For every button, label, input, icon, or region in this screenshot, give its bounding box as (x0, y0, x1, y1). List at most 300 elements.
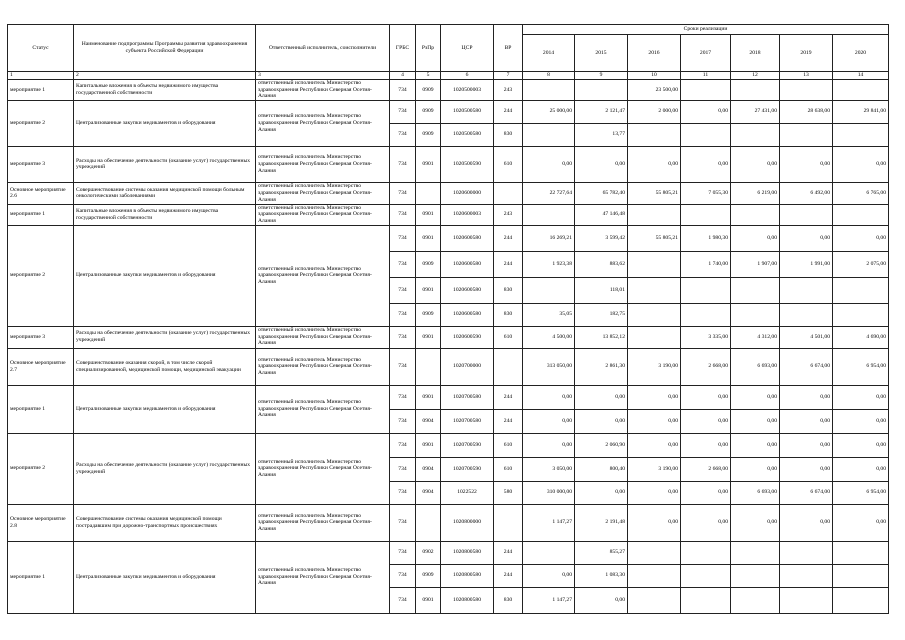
grbs-cell: 734 (390, 457, 416, 481)
amount-2020-cell: 0,00 (833, 409, 889, 433)
vr-cell: 580 (494, 481, 523, 504)
year-header-2014: 2014 (523, 35, 575, 72)
csr-cell: 1020600003 (441, 204, 494, 225)
rzpr-cell (416, 504, 441, 541)
amount-2020-cell: 0,00 (833, 457, 889, 481)
amount-2014-cell (523, 541, 575, 564)
column-index-cell: 8 (523, 72, 575, 80)
amount-2020-cell (833, 564, 889, 587)
amount-2017-cell: 0,00 (681, 481, 731, 504)
table-row (8, 204, 889, 225)
header-row (8, 25, 889, 35)
amount-2018-cell: 0,00 (731, 457, 780, 481)
grbs-cell: 734 (390, 504, 416, 541)
amount-2015-cell: 0,00 (575, 481, 628, 504)
vr-cell: 610 (494, 326, 523, 348)
year-header-2020: 2020 (833, 35, 889, 72)
rzpr-cell: 0904 (416, 481, 441, 504)
grbs-cell: 734 (390, 251, 416, 277)
amount-2017-cell (681, 123, 731, 146)
amount-2015-cell: 2 861,30 (575, 348, 628, 385)
amount-2014-cell: 1 147,27 (523, 504, 575, 541)
amount-2017-cell (681, 541, 731, 564)
amount-2020-cell: 0,00 (833, 433, 889, 457)
activity-name-cell: Расходы на обеспечение деятельности (оказание услуг) государственных учреждений (74, 433, 256, 504)
amount-2016-cell: 3 190,00 (628, 348, 681, 385)
amount-2017-cell (681, 277, 731, 303)
table-row (8, 326, 889, 348)
amount-2020-cell: 6 954,00 (833, 481, 889, 504)
year-header-2019: 2019 (780, 35, 833, 72)
executor-cell: ответственный исполнитель Министерство здравоохранения Республики Северная Осетия-Алания (256, 204, 390, 225)
amount-2016-cell (628, 564, 681, 587)
table-row (8, 225, 889, 251)
rzpr-cell: 0909 (416, 100, 441, 123)
grbs-cell: 734 (390, 204, 416, 225)
grbs-cell: 734 (390, 564, 416, 587)
year-header-2015: 2015 (575, 35, 628, 72)
amount-2018-cell: 0,00 (731, 225, 780, 251)
grbs-cell: 734 (390, 303, 416, 326)
amount-2017-cell: 0,00 (681, 146, 731, 182)
activity-name-cell: Совершенствование оказания скорой, в том числе скорой специализированной, медицинской помощи, медицинской эвакуации (74, 348, 256, 385)
executor-cell: ответственный исполнитель Министерство здравоохранения Республики Северная Осетия-Алания (256, 225, 390, 326)
amount-2018-cell: 0,00 (731, 409, 780, 433)
vr-cell: 244 (494, 409, 523, 433)
amount-2015-cell: 3 599,42 (575, 225, 628, 251)
amount-2020-cell: 0,00 (833, 385, 889, 409)
amount-2018-cell (731, 123, 780, 146)
vr-cell (494, 182, 523, 204)
rzpr-cell: 0909 (416, 123, 441, 146)
activity-name-cell: Централизованные закупки медикаментов и оборудования (74, 100, 256, 146)
amount-2015-cell: 0,00 (575, 385, 628, 409)
amount-2014-cell: 313 050,00 (523, 348, 575, 385)
amount-2015-cell: 13,77 (575, 123, 628, 146)
vr-cell: 244 (494, 225, 523, 251)
amount-2014-cell: 310 000,00 (523, 481, 575, 504)
grbs-cell: 734 (390, 277, 416, 303)
csr-cell: 1020700590 (441, 433, 494, 457)
amount-2020-cell (833, 303, 889, 326)
vr-cell: 830 (494, 277, 523, 303)
table-row (8, 433, 889, 457)
amount-2015-cell: 47 146,48 (575, 204, 628, 225)
table-body (8, 80, 889, 614)
csr-cell: 1020600580 (441, 251, 494, 277)
amount-2015-cell: 118,01 (575, 277, 628, 303)
grbs-cell: 734 (390, 123, 416, 146)
amount-2019-cell (780, 564, 833, 587)
table-row (8, 182, 889, 204)
amount-2014-cell (523, 123, 575, 146)
amount-2018-cell (731, 541, 780, 564)
csr-cell: 1020600580 (441, 225, 494, 251)
executor-cell: ответственный исполнитель Министерство здравоохранения Республики Северная Осетия-Алания (256, 100, 390, 146)
col-csr-header: ЦСР (441, 25, 494, 72)
amount-2017-cell: 2 668,00 (681, 457, 731, 481)
vr-cell: 244 (494, 385, 523, 409)
executor-cell: ответственный исполнитель Министерство здравоохранения Республики Северная Осетия-Алания (256, 348, 390, 385)
amount-2019-cell: 0,00 (780, 385, 833, 409)
col-executor-header: Ответственный исполнитель, соисполнители (256, 25, 390, 72)
col-rzpr-header: РзПр (416, 25, 441, 72)
amount-2017-cell: 1 980,30 (681, 225, 731, 251)
vr-cell (494, 504, 523, 541)
csr-cell: 1020700580 (441, 409, 494, 433)
amount-2020-cell: 2 075,00 (833, 251, 889, 277)
amount-2014-cell: 0,00 (523, 433, 575, 457)
amount-2020-cell (833, 541, 889, 564)
rzpr-cell: 0901 (416, 277, 441, 303)
amount-2018-cell: 0,00 (731, 385, 780, 409)
activity-name-cell: Капитальные вложения в объекты недвижимого имущества государственной собственности (74, 204, 256, 225)
grbs-cell: 734 (390, 326, 416, 348)
csr-cell: 1020500590 (441, 146, 494, 182)
rzpr-cell: 0909 (416, 564, 441, 587)
amount-2017-cell (681, 80, 731, 101)
year-header-2016: 2016 (628, 35, 681, 72)
column-index-cell: 7 (494, 72, 523, 80)
csr-cell: 1020500003 (441, 80, 494, 101)
rzpr-cell: 0901 (416, 433, 441, 457)
status-cell: мероприятие 1 (8, 385, 74, 433)
amount-2019-cell: 0,00 (780, 504, 833, 541)
amount-2017-cell: 0,00 (681, 504, 731, 541)
column-index-cell: 1 (8, 72, 74, 80)
amount-2017-cell: 0,00 (681, 385, 731, 409)
col-status-header: Статус (8, 25, 74, 72)
amount-2014-cell: 0,00 (523, 146, 575, 182)
amount-2020-cell: 0,00 (833, 146, 889, 182)
column-index-cell: 14 (833, 72, 889, 80)
amount-2015-cell: 1 083,30 (575, 564, 628, 587)
csr-cell: 1020600000 (441, 182, 494, 204)
amount-2014-cell: 1 147,27 (523, 587, 575, 613)
amount-2017-cell: 0,00 (681, 100, 731, 123)
amount-2017-cell (681, 204, 731, 225)
amount-2018-cell: 27 431,00 (731, 100, 780, 123)
vr-cell (494, 348, 523, 385)
column-index-cell: 5 (416, 72, 441, 80)
amount-2016-cell (628, 251, 681, 277)
amount-2014-cell: 0,00 (523, 564, 575, 587)
amount-2014-cell: 3 050,00 (523, 457, 575, 481)
amount-2016-cell: 55 805,21 (628, 182, 681, 204)
amount-2020-cell: 29 841,00 (833, 100, 889, 123)
amount-2014-cell (523, 80, 575, 101)
table-row (8, 80, 889, 101)
amount-2018-cell: 0,00 (731, 504, 780, 541)
amount-2016-cell: 2 000,00 (628, 100, 681, 123)
amount-2018-cell: 4 312,00 (731, 326, 780, 348)
status-cell: мероприятие 2 (8, 433, 74, 504)
activity-name-cell: Централизованные закупки медикаментов и оборудования (74, 225, 256, 326)
executor-cell: ответственный исполнитель Министерство здравоохранения Республики Северная Осетия-Алания (256, 182, 390, 204)
executor-cell: ответственный исполнитель Министерство здравоохранения Республики Северная Осетия-Алания (256, 504, 390, 541)
amount-2018-cell (731, 80, 780, 101)
column-index-cell: 4 (390, 72, 416, 80)
amount-2018-cell (731, 587, 780, 613)
rzpr-cell: 0909 (416, 303, 441, 326)
amount-2016-cell: 0,00 (628, 146, 681, 182)
rzpr-cell: 0901 (416, 146, 441, 182)
amount-2016-cell (628, 587, 681, 613)
status-cell: мероприятие 2 (8, 100, 74, 146)
csr-cell: 1020800580 (441, 541, 494, 564)
amount-2014-cell: 25 000,00 (523, 100, 575, 123)
vr-cell: 610 (494, 457, 523, 481)
column-index-cell: 10 (628, 72, 681, 80)
column-index-cell: 12 (731, 72, 780, 80)
rzpr-cell: 0901 (416, 326, 441, 348)
activity-name-cell: Совершенствование системы оказания медицинской помощи пострадавшим при дорожно-транспортных происшествиях (74, 504, 256, 541)
csr-cell: 1020800000 (441, 504, 494, 541)
rzpr-cell: 0904 (416, 457, 441, 481)
csr-cell: 1020800580 (441, 587, 494, 613)
grbs-cell: 734 (390, 481, 416, 504)
amount-2019-cell (780, 277, 833, 303)
amount-2015-cell: 182,75 (575, 303, 628, 326)
amount-2017-cell (681, 303, 731, 326)
csr-cell: 1020800580 (441, 564, 494, 587)
amount-2015-cell: 0,00 (575, 587, 628, 613)
amount-2018-cell (731, 204, 780, 225)
amount-2018-cell: 1 907,00 (731, 251, 780, 277)
csr-cell: 1020600580 (441, 277, 494, 303)
amount-2016-cell: 23 500,00 (628, 80, 681, 101)
amount-2018-cell: 6 693,00 (731, 481, 780, 504)
rzpr-cell: 0901 (416, 225, 441, 251)
csr-cell: 1022522 (441, 481, 494, 504)
amount-2019-cell: 4 501,00 (780, 326, 833, 348)
activity-name-cell: Капитальные вложения в объекты недвижимого имущества государственной собственности (74, 80, 256, 101)
table-row (8, 541, 889, 564)
executor-cell: ответственный исполнитель Министерство здравоохранения Республики Северная Осетия-Алания (256, 146, 390, 182)
grbs-cell: 734 (390, 146, 416, 182)
year-header-2017: 2017 (681, 35, 731, 72)
csr-cell: 1020700580 (441, 385, 494, 409)
csr-cell: 1020700000 (441, 348, 494, 385)
amount-2019-cell (780, 303, 833, 326)
activity-name-cell: Централизованные закупки медикаментов и оборудования (74, 541, 256, 613)
amount-2019-cell: 6 674,00 (780, 481, 833, 504)
amount-2017-cell: 7 055,30 (681, 182, 731, 204)
grbs-cell: 734 (390, 348, 416, 385)
executor-cell: ответственный исполнитель Министерство здравоохранения Республики Северная Осетия-Алания (256, 433, 390, 504)
rzpr-cell: 0901 (416, 204, 441, 225)
executor-cell: ответственный исполнитель Министерство здравоохранения Республики Северная Осетия-Алания (256, 385, 390, 433)
executor-cell: ответственный исполнитель Министерство здравоохранения Республики Северная Осетия-Алания (256, 80, 390, 101)
amount-2018-cell: 0,00 (731, 146, 780, 182)
csr-cell: 1020500580 (441, 123, 494, 146)
column-index-cell: 9 (575, 72, 628, 80)
amount-2019-cell (780, 80, 833, 101)
activity-name-cell: Совершенствование системы оказания медицинской помощи больным онкологическими заболеваниями (74, 182, 256, 204)
status-cell: мероприятие 3 (8, 326, 74, 348)
amount-2017-cell (681, 564, 731, 587)
amount-2017-cell: 1 740,00 (681, 251, 731, 277)
column-index-cell: 11 (681, 72, 731, 80)
table-row (8, 348, 889, 385)
amount-2020-cell: 0,00 (833, 504, 889, 541)
amount-2017-cell: 0,00 (681, 409, 731, 433)
activity-name-cell: Расходы на обеспечение деятельности (оказание услуг) государственных учреждений (74, 146, 256, 182)
amount-2019-cell: 0,00 (780, 409, 833, 433)
amount-2014-cell (523, 277, 575, 303)
amount-2018-cell (731, 564, 780, 587)
amount-2016-cell: 0,00 (628, 409, 681, 433)
grbs-cell: 734 (390, 225, 416, 251)
csr-cell: 1020500580 (441, 100, 494, 123)
amount-2018-cell (731, 277, 780, 303)
vr-cell: 830 (494, 587, 523, 613)
col-grbs-header: ГРБС (390, 25, 416, 72)
amount-2015-cell: 0,00 (575, 409, 628, 433)
column-index-cell: 13 (780, 72, 833, 80)
amount-2020-cell: 6 954,00 (833, 348, 889, 385)
amount-2014-cell: 35,05 (523, 303, 575, 326)
grbs-cell: 734 (390, 433, 416, 457)
amount-2016-cell (628, 326, 681, 348)
grbs-cell: 734 (390, 80, 416, 101)
amount-2019-cell: 28 638,00 (780, 100, 833, 123)
rzpr-cell: 0909 (416, 80, 441, 101)
rzpr-cell: 0901 (416, 587, 441, 613)
amount-2017-cell (681, 587, 731, 613)
amount-2016-cell (628, 277, 681, 303)
amount-2019-cell: 0,00 (780, 457, 833, 481)
status-cell: Основное мероприятие 2.7 (8, 348, 74, 385)
grbs-cell: 734 (390, 587, 416, 613)
vr-cell: 610 (494, 433, 523, 457)
activity-name-cell: Централизованные закупки медикаментов и оборудования (74, 385, 256, 433)
rzpr-cell: 0909 (416, 251, 441, 277)
amount-2015-cell: 2 121,47 (575, 100, 628, 123)
amount-2019-cell: 0,00 (780, 146, 833, 182)
amount-2020-cell (833, 80, 889, 101)
amount-2016-cell: 3 190,00 (628, 457, 681, 481)
grbs-cell: 734 (390, 409, 416, 433)
amount-2014-cell: 0,00 (523, 385, 575, 409)
amount-2016-cell: 0,00 (628, 504, 681, 541)
period-header: Сроки реализации (523, 25, 889, 35)
table-row (8, 146, 889, 182)
amount-2015-cell: 855,27 (575, 541, 628, 564)
amount-2016-cell: 0,00 (628, 481, 681, 504)
col-subprogram-header: Наименование подпрограммы Программы развития здравоохранения субъекта Российской Федерации (74, 25, 256, 72)
vr-cell: 244 (494, 564, 523, 587)
status-cell: Основное мероприятие 2.6 (8, 182, 74, 204)
amount-2016-cell (628, 123, 681, 146)
amount-2014-cell: 4 500,00 (523, 326, 575, 348)
amount-2014-cell: 16 269,21 (523, 225, 575, 251)
csr-cell: 1020600580 (441, 303, 494, 326)
amount-2020-cell: 4 690,00 (833, 326, 889, 348)
amount-2018-cell: 6 219,00 (731, 182, 780, 204)
amount-2015-cell (575, 80, 628, 101)
amount-2017-cell: 2 668,00 (681, 348, 731, 385)
grbs-cell: 734 (390, 100, 416, 123)
amount-2020-cell (833, 277, 889, 303)
amount-2014-cell: 0,00 (523, 409, 575, 433)
amount-2020-cell: 6 765,00 (833, 182, 889, 204)
amount-2014-cell: 1 923,38 (523, 251, 575, 277)
amount-2019-cell (780, 541, 833, 564)
rzpr-cell: 0901 (416, 385, 441, 409)
amount-2019-cell (780, 587, 833, 613)
executor-cell: ответственный исполнитель Министерство здравоохранения Республики Северная Осетия-Алания (256, 326, 390, 348)
column-index-cell: 6 (441, 72, 494, 80)
column-index-cell: 3 (256, 72, 390, 80)
col-vr-header: ВР (494, 25, 523, 72)
amount-2015-cell: 800,40 (575, 457, 628, 481)
amount-2019-cell: 1 991,00 (780, 251, 833, 277)
grbs-cell: 734 (390, 385, 416, 409)
table-row (8, 504, 889, 541)
amount-2019-cell: 0,00 (780, 225, 833, 251)
vr-cell: 830 (494, 303, 523, 326)
amount-2019-cell (780, 123, 833, 146)
amount-2014-cell (523, 204, 575, 225)
amount-2018-cell (731, 303, 780, 326)
amount-2019-cell: 6 492,00 (780, 182, 833, 204)
status-cell: Основное мероприятие 2.8 (8, 504, 74, 541)
amount-2016-cell: 0,00 (628, 385, 681, 409)
grbs-cell: 734 (390, 541, 416, 564)
amount-2015-cell: 2 191,48 (575, 504, 628, 541)
amount-2018-cell: 0,00 (731, 433, 780, 457)
vr-cell: 244 (494, 251, 523, 277)
executor-cell: ответственный исполнитель Министерство здравоохранения Республики Северная Осетия-Алания (256, 541, 390, 613)
status-cell: мероприятие 3 (8, 146, 74, 182)
activity-name-cell: Расходы на обеспечение деятельности (оказание услуг) государственных учреждений (74, 326, 256, 348)
rzpr-cell: 0904 (416, 409, 441, 433)
grbs-cell: 734 (390, 182, 416, 204)
amount-2020-cell (833, 587, 889, 613)
amount-2015-cell: 13 852,12 (575, 326, 628, 348)
vr-cell: 244 (494, 100, 523, 123)
status-cell: мероприятие 2 (8, 225, 74, 326)
column-index-row (8, 72, 889, 80)
status-cell: мероприятие 1 (8, 541, 74, 613)
vr-cell: 610 (494, 146, 523, 182)
amount-2015-cell: 65 782,40 (575, 182, 628, 204)
amount-2020-cell (833, 123, 889, 146)
amount-2015-cell: 0,00 (575, 146, 628, 182)
vr-cell: 243 (494, 80, 523, 101)
rzpr-cell: 0902 (416, 541, 441, 564)
amount-2016-cell (628, 303, 681, 326)
amount-2017-cell: 3 335,00 (681, 326, 731, 348)
amount-2015-cell: 2 060,90 (575, 433, 628, 457)
amount-2017-cell: 0,00 (681, 433, 731, 457)
csr-cell: 1020700590 (441, 457, 494, 481)
year-header-2018: 2018 (731, 35, 780, 72)
vr-cell: 244 (494, 541, 523, 564)
amount-2018-cell: 6 693,00 (731, 348, 780, 385)
table-row (8, 385, 889, 409)
vr-cell: 830 (494, 123, 523, 146)
vr-cell: 243 (494, 204, 523, 225)
amount-2016-cell: 55 805,21 (628, 225, 681, 251)
amount-2020-cell: 0,00 (833, 225, 889, 251)
amount-2016-cell: 0,00 (628, 433, 681, 457)
amount-2015-cell: 883,62 (575, 251, 628, 277)
amount-2019-cell: 0,00 (780, 433, 833, 457)
rzpr-cell (416, 348, 441, 385)
column-index-cell: 2 (74, 72, 256, 80)
